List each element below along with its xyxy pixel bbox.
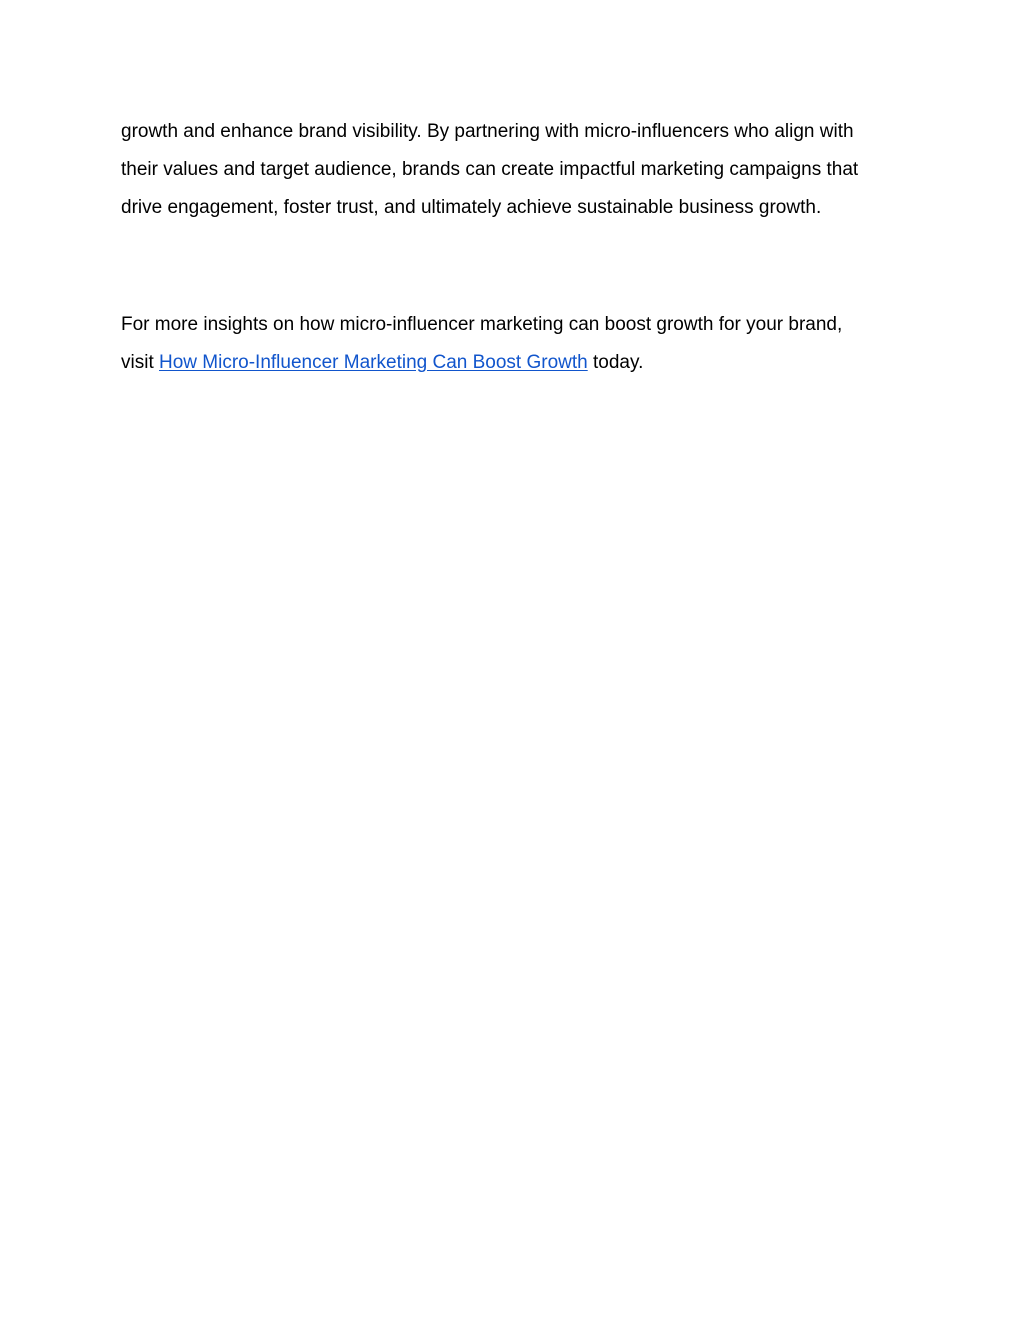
link-prefix-text: visit: [121, 352, 159, 373]
paragraph-line-with-link: [121, 344, 842, 382]
link-suffix-text: today.: [587, 352, 644, 373]
body-paragraph: [121, 113, 858, 227]
paragraph-line: their values and target audience, brands can create impactful marketing campaigns that: [121, 159, 859, 180]
closing-paragraph: [121, 306, 842, 382]
paragraph-line: For more insights on how micro-influencer marketing can boost growth for your brand,: [121, 314, 843, 335]
paragraph-line: drive engagement, foster trust, and ultimately achieve sustainable business growth.: [121, 197, 822, 218]
article-link[interactable]: How Micro-Influencer Marketing Can Boost Growth: [159, 352, 588, 373]
paragraph-line: growth and enhance brand visibility. By partnering with micro-influencers who align with: [121, 121, 854, 142]
